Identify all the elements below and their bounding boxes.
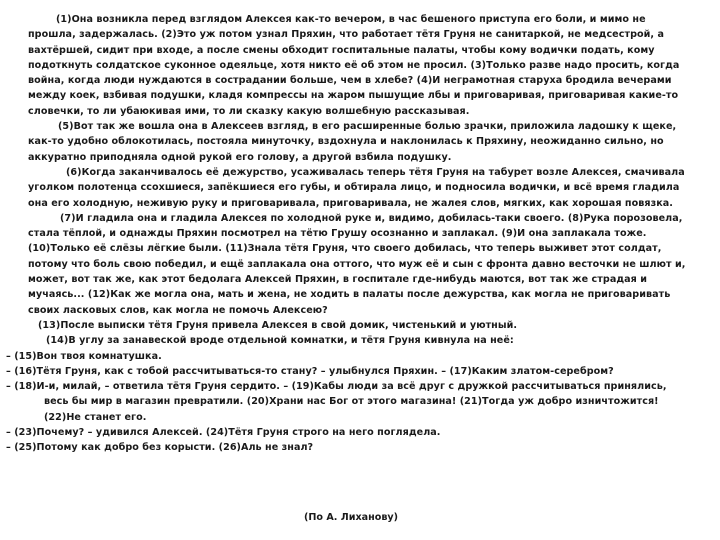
dialogue-line-5: – (25)Потому как добро без корысти. (26)Аль не знал? bbox=[6, 442, 314, 454]
dialogue-line-3: – (18)И-и, милай, – ответила тётя Груня сердито. – (19)Кабы люди за всё друг с дружкой рассчитываться принялись, весь бы мир в магазин превратили. (20)Храни нас Бог от этого магазина! (21)Тогда уж добро изничтожится! (22)Не станет его. bbox=[6, 381, 667, 423]
paragraph-1: (1)Она возникла перед взглядом Алексея как-то вечером, в час бешеного приступа его боли, и мимо не прошла, задержалась. (2)Это уж потом узнал Пряхин, что работает тётя Груня не санитаркой, не медсестрой, а вахтёршей, сидит при входе, а после смены обходит госпитальные палаты, чтобы кому водички подать, кому подоткнуть солдатское суконное одеяльце, хотя никто её об этом не просил. (3)Только разве надо просить, когда война, когда люди нуждаются в сострадании больше, чем в хлебе? (4)И неграмотная старуха бродила вечерами между коек, взбивая подушки, кладя компрессы на жаром пышущие лбы и приговаривая, приговаривая какие-то словечки, то ли убаюкивая ими, то ли сказку какую волшебную рассказывая. bbox=[28, 14, 680, 117]
paragraph-2: (5)Вот так же вошла она в Алексеев взгляд, в его расширенные болью зрачки, приложила ладошку к щеке, как-то удобно облокотилась, постояла минуточку, вздохнула и наклонилась к Пряхину, неожиданно сильно, но аккуратно приподняла одной рукой его голову, а другой взбила подушку. bbox=[28, 121, 677, 163]
dialogue-line-1: – (15)Вон твоя комнатушка. bbox=[6, 350, 162, 362]
paragraph-4: (7)И гладила она и гладила Алексея по холодной руке и, видимо, добилась-таки своего. (8)Рука порозовела, стала тёплой, и однажды Пряхин посмотрел на тётю Грушу осознанно и заплакал. (9)И она заплакала тоже. (10)Только её слёзы лёгкие были. (11)Знала тётя Груня, что своего добилась, что теперь выживет этот солдат, потому что боль свою победил, и ещё заплакала она оттого, что муж её и сын с фронта давно весточки не шлют и, может, вот так же, как этот бедолага Алексей Пряхин, в госпитале где-нибудь маются, вот так же страдая и мучаясь... (12)Как же могла она, мать и жена, не ходить в палаты после дежурства, как могла не приговаривать своих ласковых слов, как могла не помочь Алексею? bbox=[28, 212, 686, 316]
dialogue-line-2: – (16)Тётя Груня, как с тобой рассчитываться-то стану? – улыбнулся Пряхин. – (17)Каким златом-серебром? bbox=[6, 365, 614, 377]
paragraph-3: (6)Когда заканчивалось её дежурство, усаживалась теперь тётя Груня на табурет возле Алексея, смачивала уголком полотенца ссохшиеся, запёкшиеся его губы, и обтирала лицо, и подносила водички, и всё время гладила она его холодную, неживую руку и приговаривала, приговаривала, не жалея слов, мягких, как хорошая повязка. bbox=[28, 166, 685, 209]
author-signature: (По А. Лиханову) bbox=[304, 512, 399, 523]
paragraph-5: (13)После выписки тётя Груня привела Алексея в свой домик, чистенький и уютный. bbox=[38, 319, 518, 331]
dialogue-line-4: – (23)Почему? – удивился Алексей. (24)Тётя Груня строго на него поглядела. bbox=[6, 427, 441, 439]
paragraph-6: (14)В углу за занавеской вроде отдельной комнатки, и тётя Груня кивнула на неё: bbox=[46, 335, 514, 347]
text-body bbox=[6, 12, 692, 456]
